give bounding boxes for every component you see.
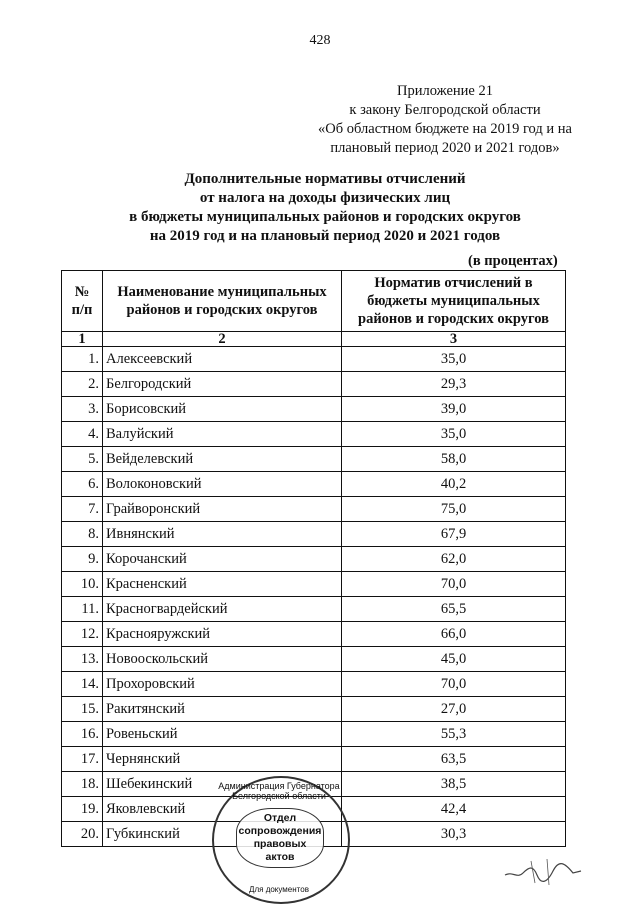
rates-table [61,270,566,847]
row-value: 35,0 [342,347,566,372]
row-name: Корочанский [103,547,342,572]
row-number: 10. [62,572,103,597]
row-value: 63,5 [342,747,566,772]
header-text: районов и городских округов [358,311,549,327]
row-value: 67,9 [342,522,566,547]
appendix-line: «Об областном бюджете на 2019 год и на [318,121,572,137]
table-row [62,722,566,747]
row-value: 40,2 [342,472,566,497]
table-row [62,672,566,697]
table-row [62,347,566,372]
table-row [62,497,566,522]
stamp-line: Отдел [263,812,297,824]
row-name: Новооскольский [103,647,342,672]
table-row [62,647,566,672]
header-text: Наименование муниципальных [117,284,327,300]
row-name: Белгородский [103,372,342,397]
column-number-row [62,332,566,347]
table-row [62,697,566,722]
table-body [62,347,566,847]
row-name: Краснояружский [103,622,342,647]
table-row [62,622,566,647]
stamp-line: сопровождения [238,825,322,837]
row-number: 3. [62,397,103,422]
row-name: Ивнянский [103,522,342,547]
row-name: Валуйский [103,422,342,447]
row-name: Чернянский [103,747,342,772]
stamp-center [236,808,324,868]
table-header-row [62,271,566,332]
document-title [70,170,580,246]
row-number: 17. [62,747,103,772]
row-name: Борисовский [103,397,342,422]
table-row [62,597,566,622]
row-value: 70,0 [342,672,566,697]
row-name: Красногвардейский [103,597,342,622]
row-number: 5. [62,447,103,472]
row-value: 27,0 [342,697,566,722]
header-name [103,271,342,332]
row-number: 18. [62,772,103,797]
title-line: от налога на доходы физических лиц [199,190,451,206]
row-value: 45,0 [342,647,566,672]
row-name: Губкинский [103,822,342,847]
header-text: бюджеты муниципальных [367,293,540,309]
stamp-bottom-text: Для документов [249,885,309,894]
table-row [62,447,566,472]
table-row [62,747,566,772]
row-number: 4. [62,422,103,447]
header-number [62,271,103,332]
row-number: 12. [62,622,103,647]
title-line: на 2019 год и на плановый период 2020 и 2021 годов [149,228,501,244]
row-value: 29,3 [342,372,566,397]
row-number: 7. [62,497,103,522]
row-name: Красненский [103,572,342,597]
row-number: 11. [62,597,103,622]
row-number: 8. [62,522,103,547]
page-number: 428 [309,33,331,48]
row-value: 66,0 [342,622,566,647]
row-name: Шебекинский [103,772,342,797]
row-number: 15. [62,697,103,722]
table-row [62,422,566,447]
row-value: 35,0 [342,422,566,447]
table-row [62,547,566,572]
appendix-line: Приложение 21 [397,83,493,99]
stamp-ring-text: Администрация Губернатора Белгородской области [218,781,340,801]
row-value: 58,0 [342,447,566,472]
handwritten-signature [503,853,583,893]
title-line: Дополнительные нормативы отчислений [184,171,466,187]
row-number: 6. [62,472,103,497]
column-number: 2 [103,332,342,347]
header-rate [342,271,566,332]
column-number: 3 [342,332,566,347]
row-number: 20. [62,822,103,847]
row-number: 9. [62,547,103,572]
row-name: Яковлевский [103,797,342,822]
header-text: районов и городских округов [126,302,318,318]
stamp-line: актов [265,851,295,863]
row-value: 39,0 [342,397,566,422]
header-text: № [74,284,90,300]
row-name: Ровеньский [103,722,342,747]
table-row [62,472,566,497]
appendix-note [300,82,590,158]
row-name: Грайворонский [103,497,342,522]
row-number: 19. [62,797,103,822]
row-number: 13. [62,647,103,672]
row-value: 30,3 [342,822,566,847]
row-value: 62,0 [342,547,566,572]
official-stamp [212,776,350,904]
stamp-line: правовых [253,838,307,850]
header-text: п/п [71,302,93,318]
row-name: Ракитянский [103,697,342,722]
row-number: 2. [62,372,103,397]
row-value: 75,0 [342,497,566,522]
row-number: 16. [62,722,103,747]
row-number: 1. [62,347,103,372]
column-number: 1 [62,332,103,347]
row-name: Волоконовский [103,472,342,497]
appendix-line: к закону Белгородской области [349,102,541,118]
table-row [62,572,566,597]
row-number: 14. [62,672,103,697]
row-name: Алексеевский [103,347,342,372]
header-text: Норматив отчислений в [374,275,533,291]
appendix-line: плановый период 2020 и 2021 годов» [330,140,560,156]
row-value: 38,5 [342,772,566,797]
table-row [62,397,566,422]
row-name: Вейделевский [103,447,342,472]
unit-note: (в процентах) [468,253,558,269]
title-line: в бюджеты муниципальных районов и городских округов [129,209,521,225]
table-row [62,522,566,547]
row-value: 42,4 [342,797,566,822]
table-row [62,372,566,397]
row-name: Прохоровский [103,672,342,697]
row-value: 55,3 [342,722,566,747]
row-value: 65,5 [342,597,566,622]
row-value: 70,0 [342,572,566,597]
